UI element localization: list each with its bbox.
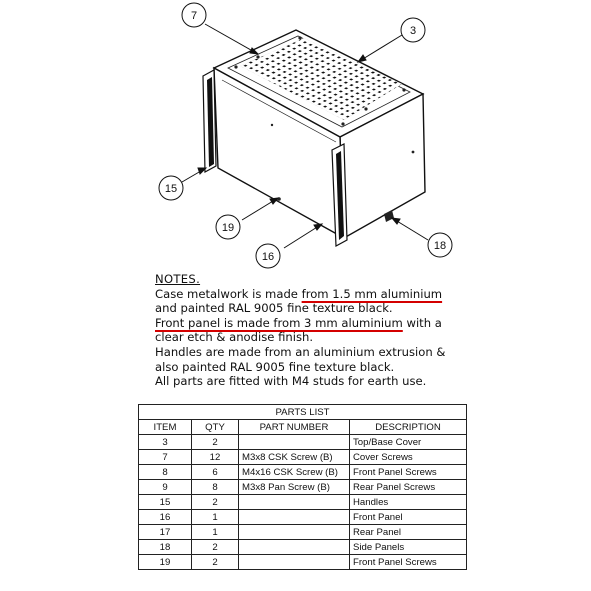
- svg-text:15: 15: [164, 183, 178, 195]
- table-row: [139, 495, 467, 510]
- qty-cell: 8: [192, 480, 239, 495]
- description-cell: Side Panels: [350, 540, 467, 555]
- description-cell: Rear Panel Screws: [350, 480, 467, 495]
- part-number-cell: [239, 495, 350, 510]
- highlight-metal-thickness: from 1.5 mm aluminium: [301, 286, 443, 301]
- item-cell: 7: [139, 450, 192, 465]
- description-cell: Front Panel Screws: [350, 465, 467, 480]
- item-cell: 3: [139, 435, 192, 450]
- table-row: [139, 555, 467, 570]
- qty-cell: 2: [192, 540, 239, 555]
- col-item: ITEM: [139, 420, 192, 435]
- part-number-cell: M3x8 CSK Screw (B): [239, 450, 350, 465]
- svg-text:16: 16: [261, 251, 275, 263]
- table-row: [139, 540, 467, 555]
- svg-text:18: 18: [433, 240, 447, 252]
- table-row: [139, 525, 467, 540]
- callout-7: [182, 3, 206, 27]
- callout-16: [256, 244, 280, 268]
- note-line-3: Front panel is made from 3 mm aluminium with a: [155, 315, 442, 330]
- table-row: [139, 510, 467, 525]
- item-cell: 19: [139, 555, 192, 570]
- parts-list-title: PARTS LIST: [139, 405, 467, 420]
- item-cell: 15: [139, 495, 192, 510]
- qty-cell: 12: [192, 450, 239, 465]
- item-cell: 18: [139, 540, 192, 555]
- table-row: [139, 465, 467, 480]
- handle-left: [203, 70, 216, 172]
- col-part-number: PART NUMBER: [239, 420, 350, 435]
- highlight-front-panel-thickness: Front panel is made from 3 mm aluminium: [155, 315, 403, 330]
- callout-19: [216, 215, 240, 239]
- part-number-cell: M4x16 CSK Screw (B): [239, 465, 350, 480]
- description-cell: Handles: [350, 495, 467, 510]
- svg-text:19: 19: [221, 222, 235, 234]
- note-line-4: clear etch & anodise finish.: [155, 330, 314, 345]
- part-number-cell: [239, 540, 350, 555]
- item-cell: 9: [139, 480, 192, 495]
- note-line-1: Case metalwork is made from 1.5 mm aluminium: [155, 286, 443, 301]
- description-cell: Rear Panel: [350, 525, 467, 540]
- note-line-7: All parts are fitted with M4 studs for earth use.: [155, 374, 427, 389]
- note-line-2: and painted RAL 9005 fine texture black.: [155, 301, 393, 316]
- notes-title: NOTES.: [155, 272, 201, 286]
- part-number-cell: [239, 435, 350, 450]
- parts-list-header: [139, 420, 467, 435]
- qty-cell: 1: [192, 525, 239, 540]
- enclosure-drawing: [0, 0, 591, 272]
- part-number-cell: [239, 555, 350, 570]
- description-cell: Front Panel Screws: [350, 555, 467, 570]
- table-row: [139, 480, 467, 495]
- table-row: [139, 450, 467, 465]
- description-cell: Top/Base Cover: [350, 435, 467, 450]
- svg-text:7: 7: [190, 10, 198, 22]
- part-number-cell: M3x8 Pan Screw (B): [239, 480, 350, 495]
- qty-cell: 6: [192, 465, 239, 480]
- item-cell: 8: [139, 465, 192, 480]
- col-description: DESCRIPTION: [350, 420, 467, 435]
- side-panel-stud: [412, 151, 415, 154]
- svg-text:3: 3: [409, 25, 417, 37]
- notes-block: [155, 272, 455, 389]
- parts-list-table: [138, 404, 467, 570]
- table-row: [139, 435, 467, 450]
- qty-cell: 2: [192, 435, 239, 450]
- part-number-cell: [239, 525, 350, 540]
- item-cell: 17: [139, 525, 192, 540]
- qty-cell: 1: [192, 510, 239, 525]
- callout-3: [401, 18, 425, 42]
- note-line-6: also painted RAL 9005 fine texture black.: [155, 359, 395, 374]
- part-number-cell: [239, 510, 350, 525]
- qty-cell: 2: [192, 555, 239, 570]
- callout-18: [428, 233, 452, 257]
- col-qty: QTY: [192, 420, 239, 435]
- description-cell: Cover Screws: [350, 450, 467, 465]
- item-cell: 16: [139, 510, 192, 525]
- callout-15: [159, 176, 183, 200]
- description-cell: Front Panel: [350, 510, 467, 525]
- note-line-5: Handles are made from an aluminium extrusion &: [155, 344, 446, 359]
- qty-cell: 2: [192, 495, 239, 510]
